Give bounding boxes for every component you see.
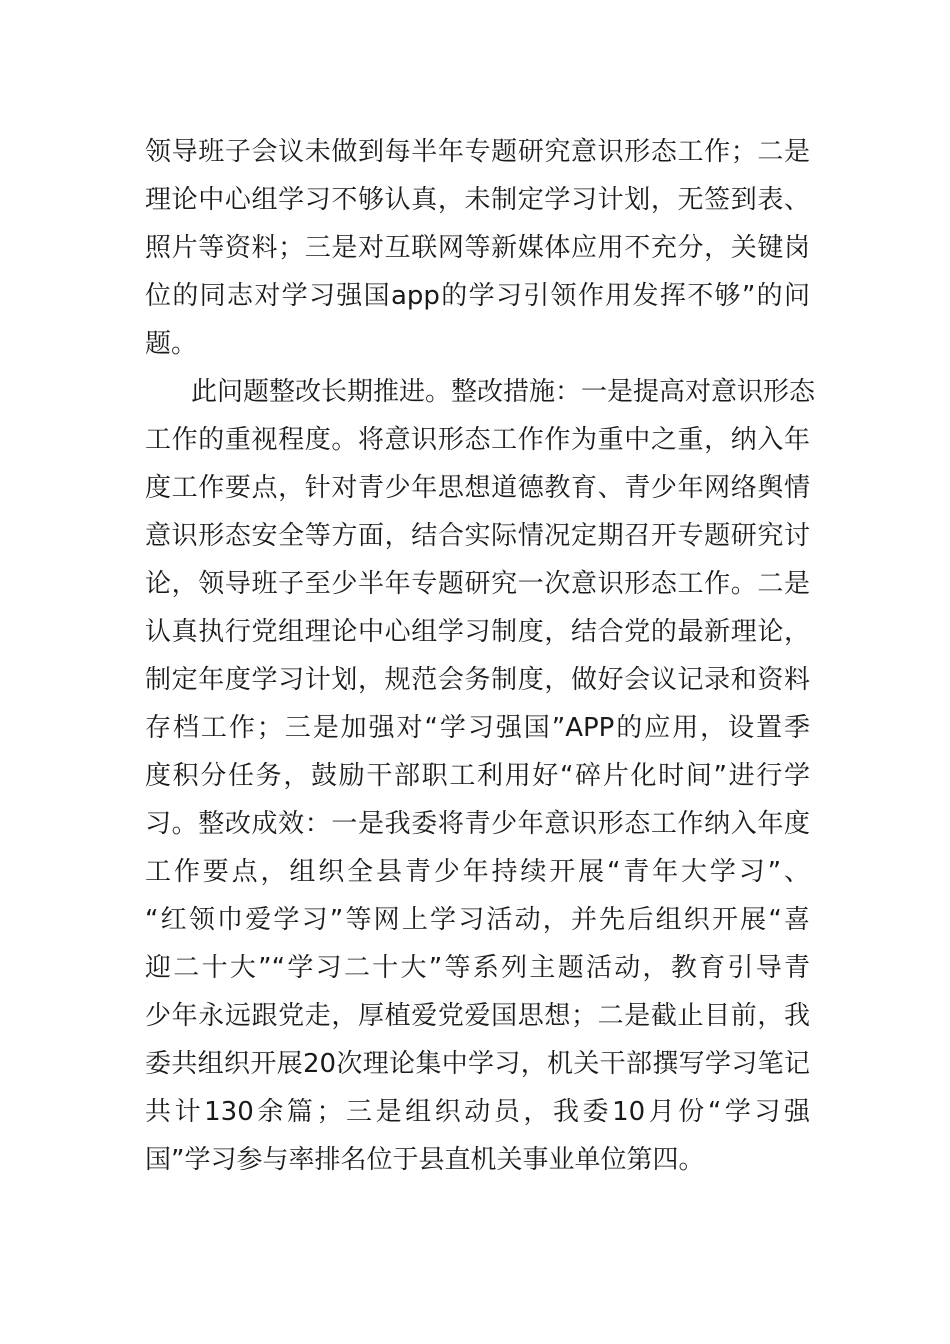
document-body — [145, 128, 816, 1184]
paragraph-2 — [145, 368, 816, 1184]
text-line: 度工作要点，针对青少年思想道德教育、青少年网络舆情 — [145, 473, 810, 503]
text-line: 度积分任务，鼓励干部职工利用好“碎片化时间”进行学 — [145, 761, 810, 791]
text-line: 认真执行党组理论中心组学习制度，结合党的最新理论， — [145, 617, 810, 647]
text-line: 理论中心组学习不够认真，未制定学习计划，无签到表、 — [145, 185, 810, 215]
text-line: 共计130余篇；三是组织动员，我委10月份“学习强 — [145, 1097, 810, 1127]
text-line: “红领巾爱学习”等网上学习活动，并先后组织开展“喜 — [145, 905, 810, 935]
text-line: 题。 — [145, 329, 198, 359]
text-line: 工作的重视程度。将意识形态工作作为重中之重，纳入年 — [145, 425, 810, 455]
paragraph-1 — [145, 128, 810, 368]
text-line: 照片等资料；三是对互联网等新媒体应用不充分，关键岗 — [145, 233, 810, 263]
text-line: 少年永远跟党走，厚植爱党爱国思想；二是截止目前，我 — [145, 1001, 810, 1031]
text-line: 委共组织开展20次理论集中学习，机关干部撰写学习笔记 — [145, 1049, 810, 1079]
text-line: 工作要点，组织全县青少年持续开展“青年大学习”、 — [145, 857, 810, 887]
text-line: 意识形态安全等方面，结合实际情况定期召开专题研究讨 — [145, 521, 810, 551]
text-line: 此问题整改长期推进。整改措施：一是提高对意识形态 — [191, 377, 816, 407]
text-line: 国”学习参与率排名位于县直机关事业单位第四。 — [145, 1145, 705, 1175]
text-line: 领导班子会议未做到每半年专题研究意识形态工作；二是 — [145, 137, 810, 167]
text-line: 迎二十大”“学习二十大”等系列主题活动，教育引导青 — [145, 953, 810, 983]
text-line: 制定年度学习计划，规范会务制度，做好会议记录和资料 — [145, 665, 810, 695]
text-line: 习。整改成效：一是我委将青少年意识形态工作纳入年度 — [145, 809, 810, 839]
text-line: 位的同志对学习强国app的学习引领作用发挥不够”的问 — [145, 281, 810, 311]
text-line: 论，领导班子至少半年专题研究一次意识形态工作。二是 — [145, 569, 810, 599]
text-line: 存档工作；三是加强对“学习强国”APP的应用，设置季 — [145, 713, 810, 743]
